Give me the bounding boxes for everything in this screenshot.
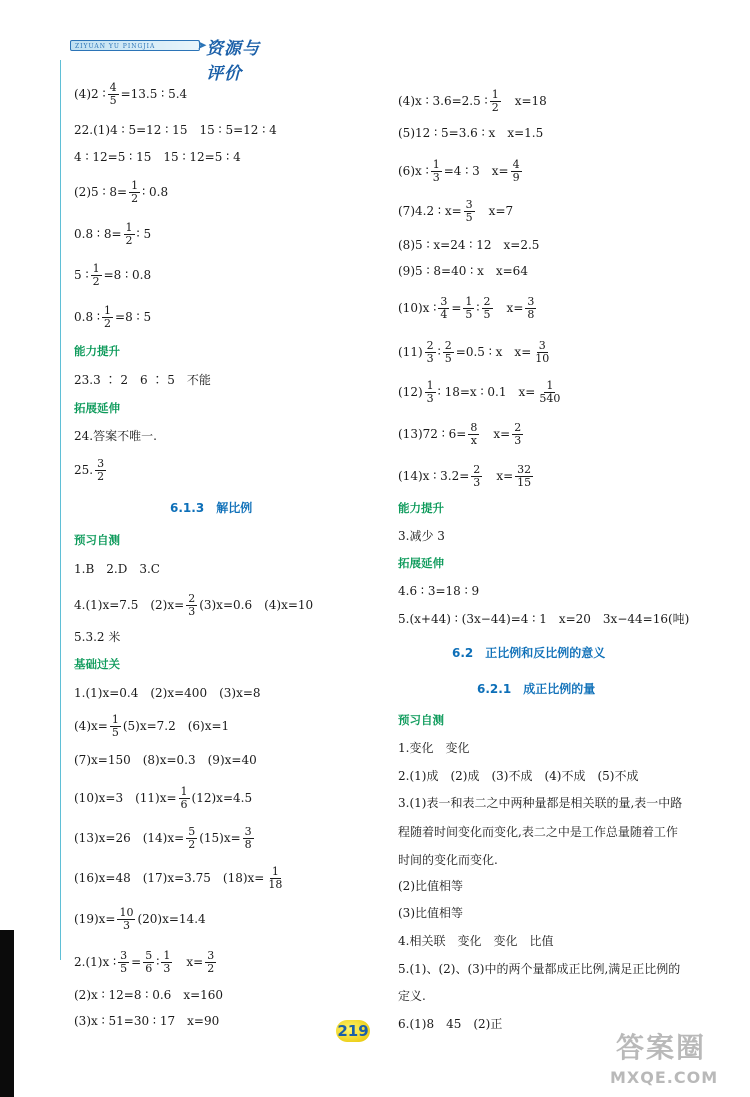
fraction: $\frac{3}{8}$	[527, 295, 535, 321]
answer-line: 4.6 ∶ 3=18 ∶ 9	[398, 584, 480, 598]
fraction: $\frac{3}{2}$	[207, 949, 215, 975]
answer-line: 5.3.2 米	[74, 630, 121, 644]
fraction: $\frac{3}{8}$	[244, 825, 252, 851]
answer-line: 2.(1)x ∶ $\frac{3}{5}$ = $\frac{5}{6}$ ∶ $\frac{1}{3}$ x= $\frac{3}{2}$	[74, 949, 215, 975]
section-subheading: 拓展延伸	[398, 556, 444, 570]
answer-line: (4)2 ∶ $\frac{4}{5}$ =13.5 ∶ 5.4	[74, 81, 188, 107]
section-subheading: 预习自测	[74, 533, 120, 547]
section-subheading: 拓展延伸	[74, 401, 120, 415]
answer-line: (10)x ∶ $\frac{3}{4}$ = $\frac{1}{5}$ ∶ $\frac{2}{5}$ x= $\frac{3}{8}$	[398, 295, 535, 321]
fraction: $\frac{1}{18}$	[268, 865, 283, 891]
fraction: $\frac{1}{2}$	[104, 304, 112, 330]
section-heading: 6.2 正比例和反比例的意义	[452, 646, 606, 660]
answer-line: (9)5 ∶ 8=40 ∶ x x=64	[398, 264, 528, 278]
answer-line: (11) $\frac{2}{3}$ ∶ $\frac{2}{5}$ =0.5 ∶ x x= $\frac{3}{10}$	[398, 339, 550, 365]
fraction: $\frac{2}{3}$	[188, 592, 196, 618]
page-edge-line	[60, 60, 61, 960]
answer-line: (4)x ∶ 3.6=2.5 ∶ $\frac{1}{2}$ x=18	[398, 88, 547, 114]
answer-line: (13)x=26 (14)x= $\frac{5}{2}$ (15)x= $\frac{3}{8}$	[74, 825, 252, 851]
fraction: $\frac{5}{2}$	[188, 825, 196, 851]
header-banner	[70, 34, 260, 84]
answer-line: 5 ∶ $\frac{1}{2}$ =8 ∶ 0.8	[74, 262, 152, 288]
answer-line: (3)x ∶ 51=30 ∶ 17 x=90	[74, 1014, 220, 1028]
answer-line: (3)比值相等	[398, 906, 463, 920]
answer-line: 程随着时间变化而变化,表二之中是工作总量随着工作	[398, 825, 678, 839]
fraction: $\frac{3}{5}$	[120, 949, 128, 975]
answer-line: (19)x= $\frac{10}{3}$ (20)x=14.4	[74, 906, 206, 932]
answer-line: (2)x ∶ 12=8 ∶ 0.6 x=160	[74, 988, 224, 1002]
fraction: $\frac{1}{5}$	[111, 713, 119, 739]
section-subheading: 能力提升	[398, 501, 444, 515]
watermark	[610, 1026, 746, 1092]
fraction: $\frac{10}{3}$	[119, 906, 134, 932]
answer-line: 时间的变化而变化.	[398, 853, 498, 867]
fraction: $\frac{2}{3}$	[514, 421, 522, 447]
fraction: $\frac{1}{3}$	[432, 158, 440, 184]
answer-line: 3.减少 3	[398, 529, 445, 543]
answer-line: 1.变化 变化	[398, 741, 470, 755]
header-arrow-icon: ➤	[197, 38, 208, 52]
header-strip: ZIYUAN YU PINGJIA	[70, 40, 200, 51]
watermark-logo: 答案圈	[616, 1031, 707, 1064]
answer-line: 25. $\frac{3}{2}$	[74, 457, 105, 483]
fraction: $\frac{2}{3}$	[426, 339, 434, 365]
fraction: $\frac{1}{2}$	[131, 179, 139, 205]
section-heading: 6.2.1 成正比例的量	[477, 682, 596, 696]
fraction: $\frac{1}{540}$	[539, 379, 561, 405]
answer-line: 0.8 ∶ $\frac{1}{2}$ =8 ∶ 5	[74, 304, 152, 330]
fraction: $\frac{3}{10}$	[535, 339, 550, 365]
answer-line: (8)5 ∶ x=24 ∶ 12 x=2.5	[398, 238, 540, 252]
fraction: $\frac{1}{6}$	[180, 785, 188, 811]
answer-line: 3.(1)表一和表二之中两种量都是相关联的量,表一中路	[398, 796, 683, 810]
answer-line: (14)x ∶ 3.2= $\frac{2}{3}$ x= $\frac{32}{15}$	[398, 463, 532, 489]
fraction: $\frac{1}{2}$	[92, 262, 100, 288]
answer-line: (16)x=48 (17)x=3.75 (18)x= $\frac{1}{18}$	[74, 865, 283, 891]
scan-shadow	[0, 930, 14, 1097]
fraction: $\frac{3}{4}$	[440, 295, 448, 321]
fraction: $\frac{3}{5}$	[465, 198, 473, 224]
answer-line: (7)4.2 ∶ x= $\frac{3}{5}$ x=7	[398, 198, 514, 224]
answer-line: (7)x=150 (8)x=0.3 (9)x=40	[74, 753, 257, 767]
answer-line: 5.(x+44) ∶ (3x−44)=4 ∶ 1 x=20 3x−44=16(吨)	[398, 612, 690, 626]
answer-line: 5.(1)、(2)、(3)中的两个量都成正比例,满足正比例的	[398, 962, 681, 976]
fraction: $\frac{2}{5}$	[444, 339, 452, 365]
section-subheading: 预习自测	[398, 713, 444, 727]
answer-line: 23.3 ∶ 2 6 ∶ 5 不能	[74, 373, 211, 387]
section-subheading: 能力提升	[74, 344, 120, 358]
answer-line: (12) $\frac{1}{3}$ ∶ 18=x ∶ 0.1 x= $\frac{1}{540}$	[398, 379, 561, 405]
fraction: $\frac{1}{2}$	[491, 88, 499, 114]
answer-line: 4 ∶ 12=5 ∶ 15 15 ∶ 12=5 ∶ 4	[74, 150, 241, 164]
answer-line: 2.(1)成 (2)成 (3)不成 (4)不成 (5)不成	[398, 769, 639, 783]
answer-line: 22.(1)4 ∶ 5=12 ∶ 15 15 ∶ 5=12 ∶ 4	[74, 123, 277, 137]
header-title: 资源与评价	[206, 39, 260, 84]
answer-line: (2)5 ∶ 8= $\frac{1}{2}$ ∶ 0.8	[74, 179, 169, 205]
answer-line: (6)x ∶ $\frac{1}{3}$ =4 ∶ 3 x= $\frac{4}{9}$	[398, 158, 520, 184]
fraction: $\frac{8}{x}$	[470, 421, 478, 447]
answer-line: (10)x=3 (11)x= $\frac{1}{6}$ (12)x=4.5	[74, 785, 253, 811]
answer-line: 4.相关联 变化 变化 比值	[398, 934, 554, 948]
fraction: $\frac{1}{5}$	[465, 295, 473, 321]
answer-line: 4.(1)x=7.5 (2)x= $\frac{2}{3}$ (3)x=0.6 (4)x=10	[74, 592, 314, 618]
fraction: $\frac{2}{5}$	[483, 295, 491, 321]
fraction: $\frac{2}{3}$	[473, 463, 481, 489]
answer-line: 0.8 ∶ 8= $\frac{1}{2}$ ∶ 5	[74, 221, 152, 247]
answer-line: (5)12 ∶ 5=3.6 ∶ x x=1.5	[398, 126, 544, 140]
section-subheading: 基础过关	[74, 657, 120, 671]
fraction: $\frac{4}{9}$	[512, 158, 520, 184]
fraction: $\frac{1}{3}$	[426, 379, 434, 405]
answer-line: (2)比值相等	[398, 879, 463, 893]
fraction: $\frac{32}{15}$	[517, 463, 532, 489]
fraction: $\frac{1}{2}$	[125, 221, 133, 247]
answer-line: 1.B 2.D 3.C	[74, 562, 160, 576]
fraction: $\frac{3}{2}$	[97, 457, 105, 483]
watermark-url: MXQE.COM	[610, 1068, 719, 1087]
answer-line: 6.(1)8 45 (2)正	[398, 1017, 503, 1031]
answer-line: 定义.	[398, 989, 426, 1003]
fraction: $\frac{4}{5}$	[109, 81, 117, 107]
page-number: 219	[337, 1022, 369, 1040]
answer-line: (13)72 ∶ 6= $\frac{8}{x}$ x= $\frac{2}{3}$	[398, 421, 522, 447]
answer-line: (4)x= $\frac{1}{5}$ (5)x=7.2 (6)x=1	[74, 713, 230, 739]
fraction: $\frac{1}{3}$	[163, 949, 171, 975]
section-heading: 6.1.3 解比例	[170, 501, 253, 515]
answer-line: 24.答案不唯一.	[74, 429, 157, 443]
fraction: $\frac{5}{6}$	[145, 949, 153, 975]
answer-line: 1.(1)x=0.4 (2)x=400 (3)x=8	[74, 686, 261, 700]
